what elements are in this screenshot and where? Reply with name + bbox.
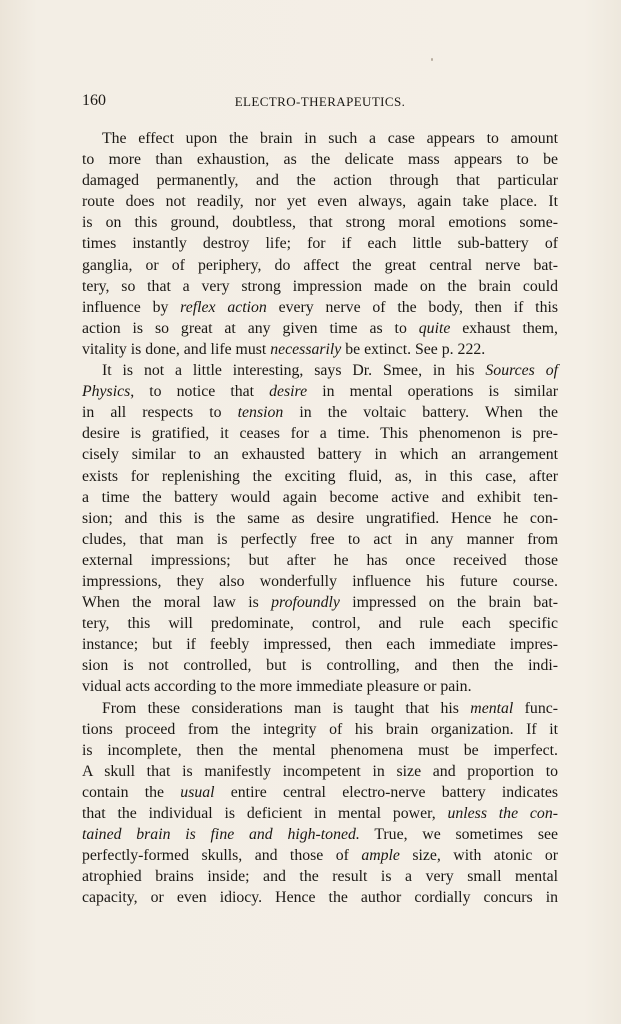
text-segment: size, with atonic or <box>399 847 558 865</box>
paper-speck <box>431 58 433 61</box>
text-segment: vitality is done, and life must <box>82 340 271 358</box>
text-line <box>82 655 558 676</box>
text-line <box>82 529 558 550</box>
text-segment: impressed on the brain bat- <box>339 594 558 612</box>
text-segment: tery, this will predominate, control, and rule each specific <box>82 615 558 633</box>
text-segment: is incomplete, then the mental phenomena must be imperfect. <box>82 741 558 759</box>
text-segment: True, we sometimes see <box>359 826 558 844</box>
text-segment: in mental operations is similar <box>307 383 558 401</box>
text-segment: sion is not controlled, but is controlling, and then the indi- <box>82 657 558 675</box>
italic-text-segment: tension <box>237 404 284 422</box>
body-text <box>82 128 558 908</box>
text-line <box>82 297 558 318</box>
text-line <box>82 634 558 655</box>
text-segment: times instantly destroy life; for if each little sub-battery of <box>82 235 558 253</box>
text-segment: tions proceed from the integrity of his brain organization. If it <box>82 720 558 738</box>
text-line <box>82 887 558 908</box>
text-line <box>82 276 558 297</box>
text-segment: in the voltaic battery. When the <box>283 404 558 422</box>
text-segment: ganglia, or of periphery, do affect the great central nerve bat- <box>82 256 558 274</box>
text-segment: exhaust them, <box>450 319 558 337</box>
text-segment: atrophied brains inside; and the result is a very small mental <box>82 868 558 886</box>
italic-text-segment: desire <box>269 383 308 401</box>
text-line <box>82 170 558 191</box>
text-line <box>82 550 558 571</box>
text-segment: contain the <box>82 783 181 801</box>
text-segment: action is so great at any given time as to <box>82 319 419 337</box>
text-segment: cisely similar to an exhausted battery in which an arrangement <box>82 446 558 464</box>
text-segment: impressions, they also wonderfully influence his future course. <box>82 572 558 590</box>
text-line <box>82 381 558 402</box>
text-line <box>82 592 558 613</box>
page-number: 160 <box>82 92 106 109</box>
text-segment: vidual acts according to the more immediate pleasure or pain. <box>82 678 472 696</box>
text-segment: It is not a little interesting, says Dr. Smee, in his <box>102 362 486 380</box>
text-line <box>82 402 558 423</box>
text-segment: every nerve of the body, then if this <box>266 298 558 316</box>
text-line <box>82 676 558 697</box>
text-segment: perfectly-formed skulls, and those of <box>82 847 362 865</box>
italic-text-segment: Physics <box>82 383 131 401</box>
text-line <box>82 824 558 845</box>
text-segment: to more than exhaustion, as the delicate mass appears to be <box>82 151 558 169</box>
text-segment: in all respects to <box>82 404 238 422</box>
italic-text-segment: unless the con- <box>447 805 558 822</box>
text-segment: From these considerations man is taught that his <box>102 699 471 717</box>
text-line <box>82 571 558 592</box>
text-segment: A skull that is manifestly incompetent in size and proportion to <box>82 762 558 780</box>
text-line <box>82 233 558 254</box>
text-line <box>82 466 558 487</box>
italic-text-segment: necessarily <box>270 340 342 358</box>
text-segment: is on this ground, doubtless, that strong moral emotions some- <box>82 214 558 232</box>
text-segment: func- <box>513 699 559 717</box>
italic-text-segment: usual <box>180 783 215 801</box>
italic-text-segment: reflex action <box>180 298 267 316</box>
text-line <box>82 508 558 529</box>
text-line <box>82 255 558 276</box>
page-header <box>82 92 558 112</box>
text-segment: external impressions; but after he has once received those <box>82 551 558 569</box>
text-line <box>82 318 558 339</box>
text-segment: that the individual is deficient in mental power, <box>82 805 448 822</box>
text-segment: cludes, that man is perfectly free to act in any manner from <box>82 530 558 548</box>
italic-text-segment: quite <box>418 319 451 337</box>
text-line <box>82 845 558 866</box>
text-segment: route does not readily, nor yet even always, again take place. It <box>82 193 558 211</box>
text-line <box>82 719 558 740</box>
text-line <box>82 360 558 381</box>
text-line <box>82 866 558 887</box>
text-line <box>82 444 558 465</box>
text-line <box>82 761 558 782</box>
text-segment: damaged permanently, and the action through that particular <box>82 172 558 190</box>
italic-text-segment: profoundly <box>271 594 340 612</box>
text-segment: instance; but if feebly impressed, then each immediate impres- <box>82 636 558 654</box>
text-segment: exists for replenishing the exciting fluid, as, in this case, after <box>82 467 558 485</box>
text-segment: capacity, or even idiocy. Hence the author cordially concurs in <box>82 889 558 907</box>
text-line <box>82 212 558 233</box>
text-line <box>82 128 558 149</box>
text-segment: When the moral law is <box>82 594 272 612</box>
italic-text-segment: tained brain is fine and high-toned. <box>82 826 360 844</box>
text-line <box>82 423 558 444</box>
text-line <box>82 803 558 824</box>
running-title: ELECTRO-THERAPEUTICS. <box>234 94 406 109</box>
text-line <box>82 191 558 212</box>
text-segment: influence by <box>82 298 181 316</box>
text-line <box>82 740 558 761</box>
text-segment: be extinct. See p. 222. <box>341 340 486 358</box>
italic-text-segment: mental <box>470 699 514 717</box>
text-line <box>82 782 558 803</box>
text-line <box>82 487 558 508</box>
text-segment: entire central electro-nerve battery indicates <box>214 783 558 801</box>
text-segment: , to notice that <box>130 383 270 401</box>
text-line <box>82 613 558 634</box>
text-segment: desire is gratified, it ceases for a time. This phenomenon is pre- <box>82 425 558 443</box>
text-line <box>82 149 558 170</box>
text-line <box>82 698 558 719</box>
italic-text-segment: ample <box>361 847 400 865</box>
text-segment: a time the battery would again become active and exhibit ten- <box>82 488 558 506</box>
text-segment: The effect upon the brain in such a case appears to amount <box>102 130 558 147</box>
text-segment: sion; and this is the same as desire ungratified. Hence he con- <box>82 509 558 527</box>
text-line <box>82 339 558 360</box>
italic-text-segment: Sources of <box>485 362 558 380</box>
text-segment: tery, so that a very strong impression made on the brain could <box>82 277 558 295</box>
